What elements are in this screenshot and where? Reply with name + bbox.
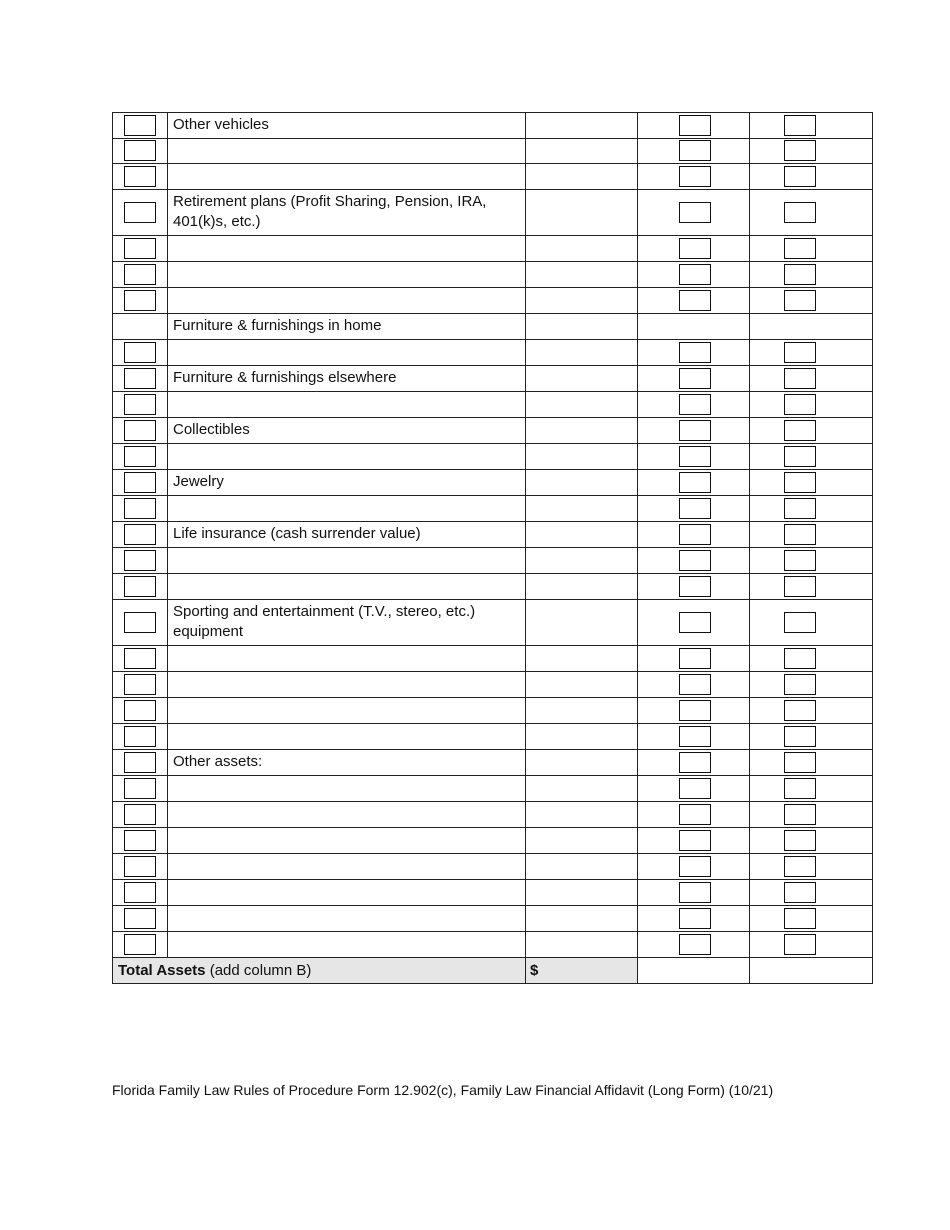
wife-checkbox[interactable] bbox=[784, 726, 816, 747]
wife-cell bbox=[749, 190, 872, 235]
nonmarital-checkbox[interactable] bbox=[124, 830, 156, 851]
current-value-field[interactable] bbox=[525, 854, 637, 879]
husband-cell bbox=[637, 164, 749, 189]
nonmarital-checkbox[interactable] bbox=[124, 934, 156, 955]
select-cell bbox=[113, 646, 167, 671]
asset-description bbox=[167, 288, 525, 313]
wife-checkbox[interactable] bbox=[784, 830, 816, 851]
wife-total-cell bbox=[749, 958, 872, 983]
wife-cell bbox=[749, 236, 872, 261]
husband-cell bbox=[637, 932, 749, 957]
wife-checkbox[interactable] bbox=[784, 420, 816, 441]
asset-description bbox=[167, 574, 525, 599]
select-cell bbox=[113, 724, 167, 749]
wife-checkbox[interactable] bbox=[784, 115, 816, 136]
select-cell bbox=[113, 470, 167, 495]
select-cell bbox=[113, 236, 167, 261]
wife-checkbox[interactable] bbox=[784, 342, 816, 363]
current-value-field[interactable] bbox=[525, 548, 637, 573]
wife-cell bbox=[749, 262, 872, 287]
nonmarital-checkbox[interactable] bbox=[124, 342, 156, 363]
table-row bbox=[112, 262, 873, 288]
wife-checkbox[interactable] bbox=[784, 908, 816, 929]
table-row bbox=[112, 112, 873, 139]
table-row bbox=[112, 138, 873, 164]
wife-cell bbox=[749, 906, 872, 931]
wife-cell bbox=[749, 600, 872, 645]
wife-checkbox[interactable] bbox=[784, 700, 816, 721]
current-value-field[interactable] bbox=[525, 340, 637, 365]
select-cell bbox=[113, 802, 167, 827]
husband-cell bbox=[637, 600, 749, 645]
asset-description: Life insurance (cash surrender value) bbox=[167, 522, 525, 547]
table-row bbox=[112, 698, 873, 724]
current-value-field[interactable] bbox=[525, 164, 637, 189]
asset-description bbox=[167, 776, 525, 801]
wife-checkbox[interactable] bbox=[784, 778, 816, 799]
husband-checkbox[interactable] bbox=[679, 290, 711, 311]
asset-description: Jewelry bbox=[167, 470, 525, 495]
asset-description bbox=[167, 138, 525, 163]
nonmarital-checkbox[interactable] bbox=[124, 166, 156, 187]
nonmarital-checkbox[interactable] bbox=[124, 856, 156, 877]
total-assets-value[interactable]: $ bbox=[525, 958, 637, 983]
husband-cell bbox=[637, 672, 749, 697]
table-row bbox=[112, 314, 873, 340]
husband-checkbox[interactable] bbox=[679, 394, 711, 415]
wife-checkbox[interactable] bbox=[784, 550, 816, 571]
nonmarital-checkbox[interactable] bbox=[124, 264, 156, 285]
asset-description bbox=[167, 932, 525, 957]
husband-cell bbox=[637, 522, 749, 547]
husband-checkbox[interactable] bbox=[679, 612, 711, 633]
current-value-field[interactable] bbox=[525, 802, 637, 827]
nonmarital-checkbox[interactable] bbox=[124, 576, 156, 597]
husband-checkbox[interactable] bbox=[679, 934, 711, 955]
wife-cell bbox=[749, 698, 872, 723]
husband-cell bbox=[637, 236, 749, 261]
husband-checkbox[interactable] bbox=[679, 140, 711, 161]
current-value-field[interactable] bbox=[525, 600, 637, 645]
nonmarital-checkbox[interactable] bbox=[124, 700, 156, 721]
nonmarital-checkbox[interactable] bbox=[124, 550, 156, 571]
select-cell bbox=[113, 288, 167, 313]
wife-checkbox[interactable] bbox=[784, 202, 816, 223]
wife-cell bbox=[749, 314, 872, 339]
nonmarital-checkbox[interactable] bbox=[124, 140, 156, 161]
current-value-field[interactable] bbox=[525, 314, 637, 339]
current-value-field[interactable] bbox=[525, 418, 637, 443]
asset-description: Other assets: bbox=[167, 750, 525, 775]
husband-checkbox[interactable] bbox=[679, 550, 711, 571]
husband-checkbox[interactable] bbox=[679, 420, 711, 441]
wife-checkbox[interactable] bbox=[784, 934, 816, 955]
select-cell bbox=[113, 698, 167, 723]
select-cell bbox=[113, 828, 167, 853]
current-value-field[interactable] bbox=[525, 724, 637, 749]
husband-checkbox[interactable] bbox=[679, 498, 711, 519]
asset-description bbox=[167, 906, 525, 931]
wife-cell bbox=[749, 802, 872, 827]
asset-description: Sporting and entertainment (T.V., stereo, etc.) equipment bbox=[167, 600, 525, 645]
wife-cell bbox=[749, 444, 872, 469]
husband-cell bbox=[637, 724, 749, 749]
nonmarital-checkbox[interactable] bbox=[124, 420, 156, 441]
current-value-field[interactable] bbox=[525, 138, 637, 163]
nonmarital-checkbox[interactable] bbox=[124, 472, 156, 493]
husband-cell bbox=[637, 854, 749, 879]
select-cell bbox=[113, 340, 167, 365]
wife-cell bbox=[749, 418, 872, 443]
select-cell bbox=[113, 522, 167, 547]
asset-description bbox=[167, 854, 525, 879]
nonmarital-checkbox[interactable] bbox=[124, 238, 156, 259]
wife-checkbox[interactable] bbox=[784, 498, 816, 519]
current-value-field[interactable] bbox=[525, 828, 637, 853]
husband-cell bbox=[637, 802, 749, 827]
wife-cell bbox=[749, 288, 872, 313]
husband-cell bbox=[637, 750, 749, 775]
wife-cell bbox=[749, 548, 872, 573]
select-cell bbox=[113, 113, 167, 138]
wife-checkbox[interactable] bbox=[784, 368, 816, 389]
asset-description bbox=[167, 646, 525, 671]
wife-cell bbox=[749, 828, 872, 853]
select-cell bbox=[113, 600, 167, 645]
current-value-field[interactable] bbox=[525, 522, 637, 547]
table-row bbox=[112, 444, 873, 470]
wife-checkbox[interactable] bbox=[784, 394, 816, 415]
wife-cell bbox=[749, 854, 872, 879]
asset-description: Collectibles bbox=[167, 418, 525, 443]
nonmarital-checkbox[interactable] bbox=[124, 726, 156, 747]
nonmarital-checkbox[interactable] bbox=[124, 674, 156, 695]
husband-cell bbox=[637, 470, 749, 495]
wife-checkbox[interactable] bbox=[784, 140, 816, 161]
husband-cell bbox=[637, 340, 749, 365]
current-value-field[interactable] bbox=[525, 672, 637, 697]
total-assets-bold: Total Assets bbox=[118, 962, 206, 979]
husband-checkbox[interactable] bbox=[679, 368, 711, 389]
wife-cell bbox=[749, 138, 872, 163]
select-cell bbox=[113, 138, 167, 163]
select-cell bbox=[113, 164, 167, 189]
wife-cell bbox=[749, 574, 872, 599]
table-row bbox=[112, 672, 873, 698]
table-row bbox=[112, 392, 873, 418]
husband-checkbox[interactable] bbox=[679, 472, 711, 493]
husband-cell bbox=[637, 262, 749, 287]
husband-checkbox[interactable] bbox=[679, 882, 711, 903]
table-row bbox=[112, 854, 873, 880]
wife-cell bbox=[749, 496, 872, 521]
current-value-field[interactable] bbox=[525, 750, 637, 775]
husband-checkbox[interactable] bbox=[679, 648, 711, 669]
husband-cell bbox=[637, 113, 749, 138]
husband-cell bbox=[637, 548, 749, 573]
asset-description: Other vehicles bbox=[167, 113, 525, 138]
asset-description bbox=[167, 698, 525, 723]
wife-cell bbox=[749, 113, 872, 138]
husband-cell bbox=[637, 646, 749, 671]
current-value-field[interactable] bbox=[525, 113, 637, 138]
nonmarital-checkbox[interactable] bbox=[124, 498, 156, 519]
table-row bbox=[112, 906, 873, 932]
wife-cell bbox=[749, 470, 872, 495]
husband-checkbox[interactable] bbox=[679, 264, 711, 285]
asset-description bbox=[167, 444, 525, 469]
husband-checkbox[interactable] bbox=[679, 446, 711, 467]
total-assets-row bbox=[112, 958, 873, 984]
table-row bbox=[112, 340, 873, 366]
husband-checkbox[interactable] bbox=[679, 908, 711, 929]
wife-checkbox[interactable] bbox=[784, 472, 816, 493]
nonmarital-checkbox[interactable] bbox=[124, 612, 156, 633]
husband-checkbox[interactable] bbox=[679, 778, 711, 799]
wife-checkbox[interactable] bbox=[784, 804, 816, 825]
current-value-field[interactable] bbox=[525, 574, 637, 599]
wife-cell bbox=[749, 724, 872, 749]
wife-cell bbox=[749, 750, 872, 775]
wife-checkbox[interactable] bbox=[784, 290, 816, 311]
asset-description bbox=[167, 548, 525, 573]
husband-checkbox[interactable] bbox=[679, 576, 711, 597]
table-row bbox=[112, 366, 873, 392]
nonmarital-checkbox[interactable] bbox=[124, 778, 156, 799]
nonmarital-checkbox[interactable] bbox=[124, 908, 156, 929]
select-cell bbox=[113, 496, 167, 521]
table-row bbox=[112, 932, 873, 958]
husband-cell bbox=[637, 574, 749, 599]
table-row bbox=[112, 470, 873, 496]
wife-cell bbox=[749, 880, 872, 905]
wife-cell bbox=[749, 672, 872, 697]
wife-checkbox[interactable] bbox=[784, 674, 816, 695]
select-cell bbox=[113, 854, 167, 879]
current-value-field[interactable] bbox=[525, 646, 637, 671]
wife-cell bbox=[749, 522, 872, 547]
wife-cell bbox=[749, 164, 872, 189]
wife-checkbox[interactable] bbox=[784, 856, 816, 877]
current-value-field[interactable] bbox=[525, 262, 637, 287]
wife-checkbox[interactable] bbox=[784, 752, 816, 773]
husband-checkbox[interactable] bbox=[679, 342, 711, 363]
asset-description: Furniture & furnishings elsewhere bbox=[167, 366, 525, 391]
husband-cell bbox=[637, 288, 749, 313]
current-value-field[interactable] bbox=[525, 444, 637, 469]
husband-checkbox[interactable] bbox=[679, 524, 711, 545]
select-cell bbox=[113, 190, 167, 235]
asset-description bbox=[167, 340, 525, 365]
current-value-field[interactable] bbox=[525, 190, 637, 235]
wife-checkbox[interactable] bbox=[784, 446, 816, 467]
select-cell bbox=[113, 776, 167, 801]
table-row bbox=[112, 288, 873, 314]
select-cell bbox=[113, 314, 167, 339]
nonmarital-checkbox[interactable] bbox=[124, 648, 156, 669]
select-cell bbox=[113, 672, 167, 697]
husband-checkbox[interactable] bbox=[679, 830, 711, 851]
husband-total-cell bbox=[637, 958, 749, 983]
select-cell bbox=[113, 880, 167, 905]
wife-checkbox[interactable] bbox=[784, 524, 816, 545]
wife-checkbox[interactable] bbox=[784, 612, 816, 633]
wife-cell bbox=[749, 340, 872, 365]
wife-cell bbox=[749, 366, 872, 391]
asset-description bbox=[167, 880, 525, 905]
husband-cell bbox=[637, 418, 749, 443]
current-value-field[interactable] bbox=[525, 470, 637, 495]
asset-description bbox=[167, 496, 525, 521]
table-row bbox=[112, 496, 873, 522]
wife-cell bbox=[749, 776, 872, 801]
nonmarital-checkbox[interactable] bbox=[124, 524, 156, 545]
husband-cell bbox=[637, 314, 749, 339]
husband-cell bbox=[637, 392, 749, 417]
wife-cell bbox=[749, 392, 872, 417]
husband-cell bbox=[637, 698, 749, 723]
asset-description bbox=[167, 724, 525, 749]
asset-description: Furniture & furnishings in home bbox=[167, 314, 525, 339]
select-cell bbox=[113, 574, 167, 599]
total-assets-label bbox=[113, 958, 525, 983]
nonmarital-checkbox[interactable] bbox=[124, 290, 156, 311]
husband-cell bbox=[637, 366, 749, 391]
nonmarital-checkbox[interactable] bbox=[124, 446, 156, 467]
table-row bbox=[112, 880, 873, 906]
table-row bbox=[112, 724, 873, 750]
husband-checkbox[interactable] bbox=[679, 700, 711, 721]
husband-cell bbox=[637, 828, 749, 853]
nonmarital-checkbox[interactable] bbox=[124, 882, 156, 903]
current-value-field[interactable] bbox=[525, 392, 637, 417]
nonmarital-checkbox[interactable] bbox=[124, 115, 156, 136]
wife-checkbox[interactable] bbox=[784, 238, 816, 259]
husband-checkbox[interactable] bbox=[679, 856, 711, 877]
husband-checkbox[interactable] bbox=[679, 115, 711, 136]
husband-cell bbox=[637, 776, 749, 801]
table-row bbox=[112, 548, 873, 574]
husband-cell bbox=[637, 444, 749, 469]
wife-checkbox[interactable] bbox=[784, 166, 816, 187]
current-value-field[interactable] bbox=[525, 932, 637, 957]
husband-checkbox[interactable] bbox=[679, 202, 711, 223]
current-value-field[interactable] bbox=[525, 288, 637, 313]
husband-cell bbox=[637, 880, 749, 905]
table-row bbox=[112, 776, 873, 802]
select-cell bbox=[113, 750, 167, 775]
table-row bbox=[112, 750, 873, 776]
table-row bbox=[112, 190, 873, 236]
table-row bbox=[112, 418, 873, 444]
table-row bbox=[112, 236, 873, 262]
husband-checkbox[interactable] bbox=[679, 674, 711, 695]
nonmarital-checkbox[interactable] bbox=[124, 804, 156, 825]
current-value-field[interactable] bbox=[525, 776, 637, 801]
wife-checkbox[interactable] bbox=[784, 882, 816, 903]
table-row bbox=[112, 646, 873, 672]
table-row bbox=[112, 164, 873, 190]
current-value-field[interactable] bbox=[525, 906, 637, 931]
asset-description bbox=[167, 828, 525, 853]
husband-cell bbox=[637, 906, 749, 931]
select-cell bbox=[113, 548, 167, 573]
nonmarital-checkbox[interactable] bbox=[124, 368, 156, 389]
asset-description bbox=[167, 392, 525, 417]
table-row bbox=[112, 574, 873, 600]
select-cell bbox=[113, 262, 167, 287]
wife-checkbox[interactable] bbox=[784, 264, 816, 285]
husband-checkbox[interactable] bbox=[679, 238, 711, 259]
wife-checkbox[interactable] bbox=[784, 576, 816, 597]
current-value-field[interactable] bbox=[525, 366, 637, 391]
select-cell bbox=[113, 366, 167, 391]
husband-cell bbox=[637, 496, 749, 521]
form-footer: Florida Family Law Rules of Procedure Form 12.902(c), Family Law Financial Affidavit (Long Form) (10/21) bbox=[112, 1082, 774, 1098]
select-cell bbox=[113, 392, 167, 417]
current-value-field[interactable] bbox=[525, 496, 637, 521]
total-assets-note: (add column B) bbox=[205, 962, 312, 979]
husband-checkbox[interactable] bbox=[679, 804, 711, 825]
select-cell bbox=[113, 906, 167, 931]
current-value-field[interactable] bbox=[525, 236, 637, 261]
husband-cell bbox=[637, 190, 749, 235]
current-value-field[interactable] bbox=[525, 880, 637, 905]
select-cell bbox=[113, 418, 167, 443]
table-row bbox=[112, 600, 873, 646]
husband-checkbox[interactable] bbox=[679, 726, 711, 747]
wife-cell bbox=[749, 646, 872, 671]
husband-checkbox[interactable] bbox=[679, 166, 711, 187]
table-row bbox=[112, 522, 873, 548]
table-row bbox=[112, 802, 873, 828]
current-value-field[interactable] bbox=[525, 698, 637, 723]
wife-cell bbox=[749, 932, 872, 957]
nonmarital-checkbox[interactable] bbox=[124, 752, 156, 773]
table-row bbox=[112, 828, 873, 854]
asset-description bbox=[167, 802, 525, 827]
husband-checkbox[interactable] bbox=[679, 752, 711, 773]
nonmarital-checkbox[interactable] bbox=[124, 394, 156, 415]
asset-description: Retirement plans (Profit Sharing, Pension, IRA, 401(k)s, etc.) bbox=[167, 190, 525, 235]
nonmarital-checkbox[interactable] bbox=[124, 202, 156, 223]
select-cell bbox=[113, 932, 167, 957]
asset-description bbox=[167, 236, 525, 261]
wife-checkbox[interactable] bbox=[784, 648, 816, 669]
select-cell bbox=[113, 444, 167, 469]
asset-description bbox=[167, 164, 525, 189]
asset-description bbox=[167, 672, 525, 697]
husband-cell bbox=[637, 138, 749, 163]
asset-description bbox=[167, 262, 525, 287]
